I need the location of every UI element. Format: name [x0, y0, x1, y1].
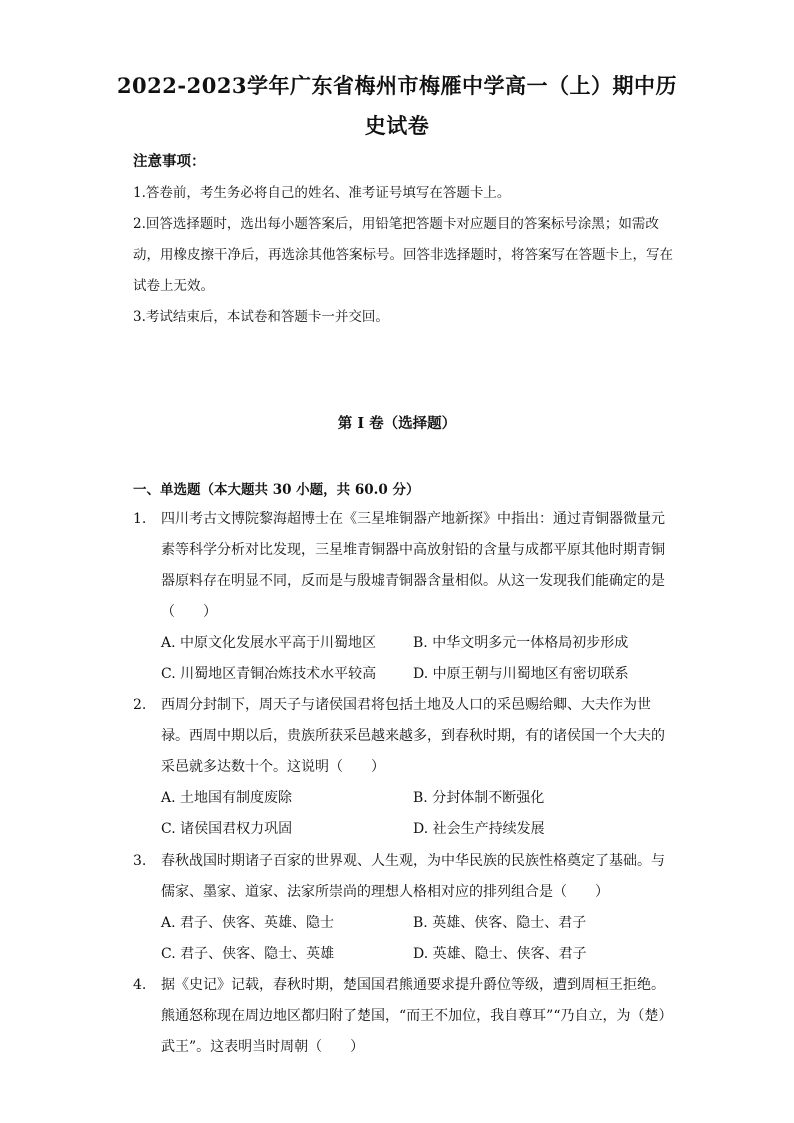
notes-list — [133, 178, 673, 333]
option-b: B. 分封体制不断强化 — [413, 790, 545, 806]
section-title: 第 I 卷（选择题） — [337, 415, 457, 432]
question-options — [161, 908, 678, 970]
note-item: 2.回答选择题时，选出每小题答案后，用铅笔把答题卡对应题目的答案标号涂黑；如需改动，用橡皮擦干净后，再选涂其他答案标号。回答非选择题时，将答案写在答题卡上，写在试卷上无效。 — [133, 216, 673, 294]
note-item: 1.答卷前，考生务必将自己的姓名、准考证号填写在答题卡上。 — [133, 185, 511, 201]
question-4 — [133, 970, 678, 1063]
option-b: B. 英雄、侠客、隐士、君子 — [413, 915, 587, 931]
notes-heading: 注意事项： — [133, 153, 206, 170]
exam-title-line2: 史试卷 — [364, 113, 430, 138]
question-1 — [133, 504, 678, 690]
option-c: C. 川蜀地区青铜冶炼技术水平较高 — [161, 666, 377, 682]
option-c: C. 诸侯国君权力巩固 — [161, 821, 293, 837]
option-a: A. 土地国有制度废除 — [161, 790, 293, 806]
question-options — [161, 628, 678, 690]
question-stem: 西周分封制下，周天子与诸侯国君将包括土地及人口的采邑赐给卿、大夫作为世禄。西周中期以后，贵族所获采邑越来越多，到春秋时期，有的诸侯国一个大夫的采邑就多达数十个。这说明（ ） — [161, 697, 665, 775]
question-stem: 四川考古文博院黎海超博士在《三星堆铜器产地新探》中指出：通过青铜器微量元素等科学分析对比发现，三星堆青铜器中高放射铅的含量与成都平原其他时期青铜器原料存在明显不同，反而是与殷墟青铜器含量相似。从这一发现我们能确定的是（ ） — [161, 511, 665, 620]
question-2 — [133, 690, 678, 845]
question-number: 3. — [133, 853, 147, 869]
option-d: D. 中原王朝与川蜀地区有密切联系 — [413, 666, 629, 682]
question-3 — [133, 846, 678, 970]
option-d: D. 英雄、隐士、侠客、君子 — [413, 946, 587, 962]
exam-title-line1: 2022-2023学年广东省梅州市梅雁中学高一（上）期中历 — [116, 73, 678, 98]
question-options — [161, 783, 678, 845]
option-a: A. 君子、侠客、英雄、隐士 — [161, 915, 335, 931]
option-b: B. 中华文明多元一体格局初步形成 — [413, 635, 629, 651]
question-number: 1. — [133, 511, 147, 527]
question-stem: 春秋战国时期诸子百家的世界观、人生观，为中华民族的民族性格奠定了基础。与儒家、墨家、道家、法家所崇尚的理想人格相对应的排列组合是（ ） — [161, 853, 665, 900]
question-number: 2. — [133, 697, 147, 713]
option-d: D. 社会生产持续发展 — [413, 821, 545, 837]
question-stem: 据《史记》记载，春秋时期，楚国国君熊通要求提升爵位等级，遭到周桓王拒绝。熊通怒称现在周边地区都归附了楚国，“而王不加位，我自尊耳”“乃自立，为（楚）武王”。这表明当时周朝（ ） — [161, 977, 673, 1055]
note-item: 3.考试结束后，本试卷和答题卡一并交回。 — [133, 309, 389, 325]
question-number: 4. — [133, 977, 147, 993]
option-a: A. 中原文化发展水平高于川蜀地区 — [161, 635, 377, 651]
part-heading: 一、单选题（本大题共 30 小题，共 60.0 分） — [133, 482, 420, 498]
option-c: C. 君子、侠客、隐士、英雄 — [161, 946, 335, 962]
